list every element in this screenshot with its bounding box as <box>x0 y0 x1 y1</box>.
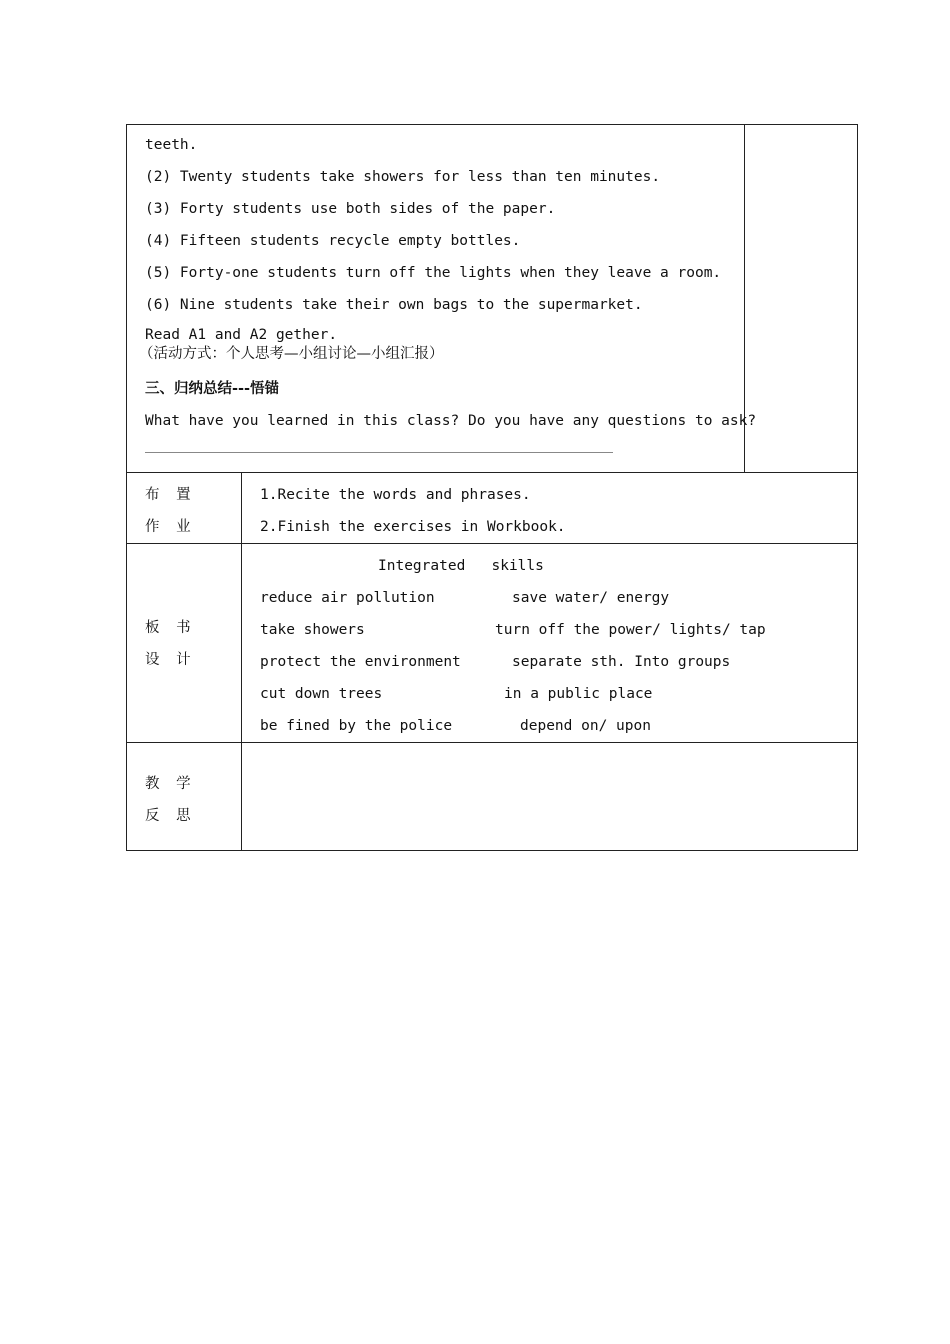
text-line: (3) Forty students use both sides of the paper. <box>145 201 556 217</box>
lesson-plan-table <box>126 124 858 851</box>
answer-blank-line <box>145 451 613 453</box>
board-phrase-left: cut down trees <box>260 686 383 702</box>
homework-label: 作 业 <box>145 519 197 535</box>
board-row <box>260 710 857 742</box>
homework-item: 2.Finish the exercises in Workbook. <box>260 519 566 535</box>
board-phrase-right: separate sth. Into groups <box>512 654 731 670</box>
homework-label-cell <box>127 473 242 544</box>
text-line: (6) Nine students take their own bags to the supermarket. <box>145 297 643 313</box>
board-design-content-cell <box>242 544 858 743</box>
summary-heading: 三、归纳总结---悟锚 <box>145 381 280 397</box>
board-phrase-right: depend on/ upon <box>520 718 651 734</box>
text-line: teeth. <box>145 137 198 153</box>
board-row <box>260 646 857 678</box>
board-phrase-left: protect the environment <box>260 654 461 670</box>
text-line: (2) Twenty students take showers for less than ten minutes. <box>145 169 661 185</box>
board-row <box>260 614 857 646</box>
board-phrase-left: take showers <box>260 622 365 638</box>
summary-question: What have you learned in this class? Do you have any questions to ask? <box>145 413 757 429</box>
reflection-row <box>127 743 858 851</box>
reflection-content-cell <box>242 743 858 851</box>
text-line: Read A1 and A2 gether. <box>145 327 338 343</box>
homework-content-cell <box>242 473 858 544</box>
board-row <box>260 678 857 710</box>
board-phrase-left: be fined by the police <box>260 718 453 734</box>
board-phrase-right: turn off the power/ lights/ tap <box>495 622 766 638</box>
activity-note: （活动方式：个人思考—小组讨论—小组汇报） <box>139 346 444 362</box>
reflection-label: 教 学 <box>145 776 197 792</box>
homework-item: 1.Recite the words and phrases. <box>260 487 531 503</box>
board-phrase-right: in a public place <box>504 686 653 702</box>
board-phrase-left: reduce air pollution <box>260 590 435 606</box>
reflection-label: 反 思 <box>145 808 197 824</box>
board-design-row <box>127 544 858 743</box>
text-line: (5) Forty-one students turn off the lights when they leave a room. <box>145 265 722 281</box>
text-line: (4) Fifteen students recycle empty bottles. <box>145 233 521 249</box>
top-content-cell <box>127 125 757 473</box>
board-design-label: 设 计 <box>145 652 197 668</box>
homework-label: 布 置 <box>145 487 197 503</box>
top-content-row <box>127 125 858 473</box>
notes-column-cell <box>745 125 858 473</box>
board-design-label-cell <box>127 544 242 743</box>
homework-row <box>127 473 858 544</box>
board-title: Integrated skills <box>378 558 544 574</box>
board-design-label: 板 书 <box>145 620 197 636</box>
reflection-label-cell <box>127 743 242 851</box>
board-phrase-right: save water/ energy <box>512 590 670 606</box>
board-row <box>260 582 857 614</box>
